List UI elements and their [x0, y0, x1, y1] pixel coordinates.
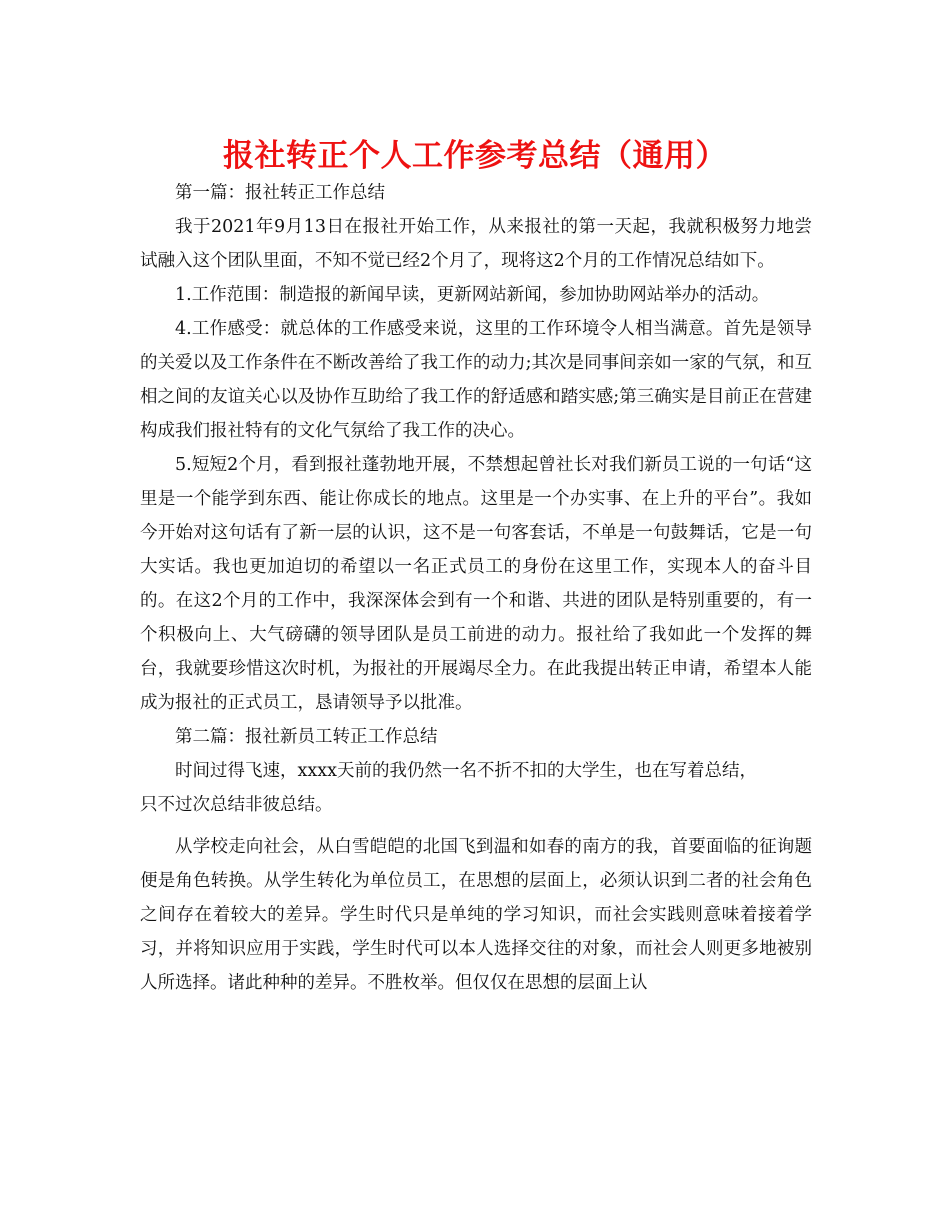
document-body [140, 176, 812, 1000]
paragraph-time-continued: 只不过次总结非彼总结。 [140, 795, 333, 815]
paragraph-intro: 我于2021年9月13日在报社开始工作，从来报社的第一天起，我就积极努力地尝试融入这个团队里面，不知不觉已经2个月了，现将这2个月的工作情况总结如下。 [140, 217, 812, 271]
paragraph-time: 时间过得飞速，xxxx天前的我仍然一名不折不扣的大学生，也在写着总结， [175, 761, 757, 781]
paragraph-transition: 从学校走向社会，从白雪皑皑的北国飞到温和如春的南方的我，首要面临的征询题便是角色转换。从学生转化为单位员工，在思想的层面上，必须认识到二者的社会角色之间存在着较大的差异。学生时代只是单纯的学习知识，而社会实践则意味着接着学习，并将知识应用于实践，学生时代可以本人选择交往的对象，而社会人则更多地被别人所选择。诸此种种的差异。不胜枚举。但仅仅在思想的层面上认 [140, 837, 812, 993]
paragraph-item-5: 5.短短2个月，看到报社蓬勃地开展，不禁想起曾社长对我们新员工说的一句话“这里是一个能学到东西、能让你成长的地点。这里是一个办实事、在上升的平台”。我如今开始对这句话有了新一层的认识，这不是一句客套话，不单是一句鼓舞话，它是一句大实话。我也更加迫切的希望以一名正式员工的身份在这里工作，实现本人的奋斗目的。在这2个月的工作中，我深深体会到有一个和谐、共进的团队是特别重要的，有一个积极向上、大气磅礴的领导团队是员工前进的动力。报社给了我如此一个发挥的舞台，我就要珍惜这次时机，为报社的开展竭尽全力。在此我提出转正申请，希望本人能成为报社的正式员工，恳请领导予以批准。 [140, 455, 812, 713]
section-heading-2: 第二篇：报社新员工转正工作总结 [175, 727, 438, 747]
document-title: 报社转正个人工作参考总结（通用） [223, 138, 727, 174]
section-heading-1: 第一篇：报社转正工作总结 [175, 183, 385, 203]
paragraph-item-4: 4.工作感受：就总体的工作感受来说，这里的工作环境令人相当满意。首先是领导的关爱以及工作条件在不断改善给了我工作的动力;其次是同事间亲如一家的气氛，和互相之间的友谊关心以及协作互助给了我工作的舒适感和踏实感;第三确实是目前正在营建构成我们报社特有的文化气氛给了我工作的决心。 [140, 319, 812, 441]
paragraph-item-1: 1.工作范围：制造报的新闻早读，更新网站新闻，参加协助网站举办的活动。 [175, 285, 770, 305]
